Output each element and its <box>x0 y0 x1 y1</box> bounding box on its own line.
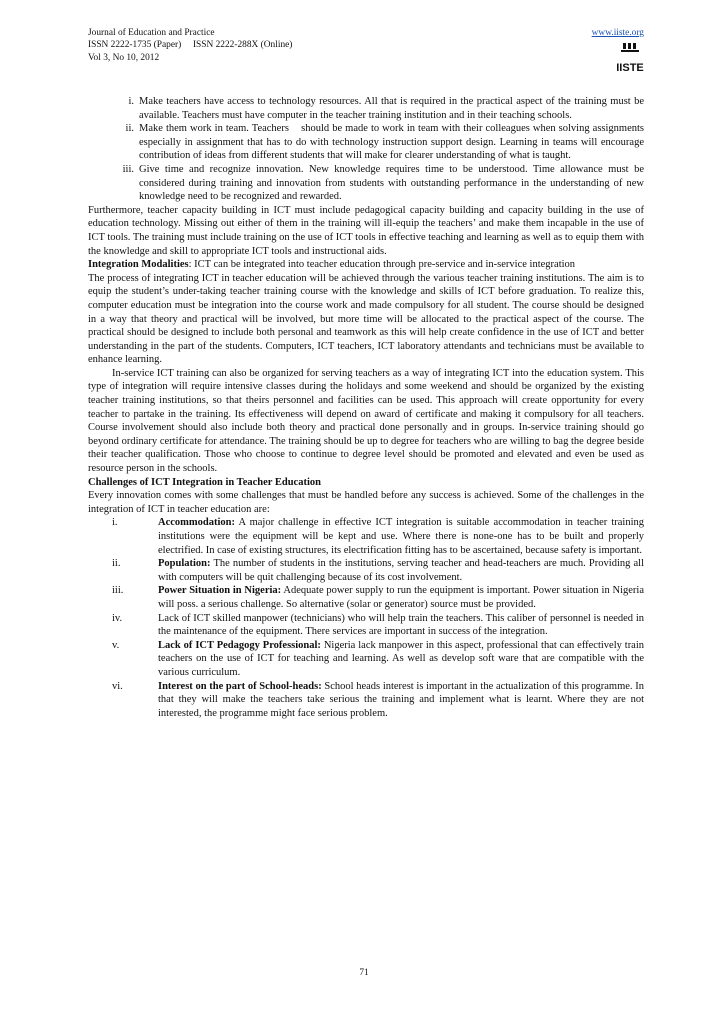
section-heading-challenges: Challenges of ICT Integration in Teacher Education <box>88 476 321 488</box>
journal-volume: Vol 3, No 10, 2012 <box>88 52 160 63</box>
challenge-item <box>88 612 644 639</box>
challenge-item <box>88 516 644 557</box>
challenge-text: A major challenge in effective ICT integration is suitable accommodation in teacher training institutions were the equipment will be kept and use. Where there is none-one has to be built and properly electrified. In case of existing structures, its electrification fitting has to be ascertained, because safety is important. <box>158 517 644 556</box>
challenge-item <box>88 680 644 721</box>
item-number: iv. <box>112 612 123 624</box>
item-number: vi. <box>112 680 123 692</box>
item-number: i. <box>128 96 134 107</box>
item-number: iii. <box>122 163 134 175</box>
challenge-text: Adequate power supply to run the equipment is important. Power situation in Nigeria will poss. a serious challenge. So alternative (solar or generator) source must be provided. <box>158 585 645 610</box>
svg-text:IISTE: IISTE <box>616 62 644 74</box>
challenge-label: Population: <box>158 558 211 570</box>
item-text: Make teachers have access to technology resources. All that is required in the practical aspect of the training must be available. Teachers must have computer in the teacher training institution and in their teaching schools. <box>139 96 644 121</box>
item-number: ii. <box>112 558 121 570</box>
journal-issn: ISSN 2222-1735 (Paper) ISSN 2222-288X (Online) <box>88 40 293 51</box>
journal-website-link[interactable]: www.iiste.org <box>591 28 644 38</box>
page-number: 71 <box>359 968 369 978</box>
challenge-text: The number of students in the institutions, serving teacher and head-teachers are much. Providing all with computers will be quit challenging because of its cost involvement. <box>158 558 644 583</box>
challenge-item <box>88 639 644 680</box>
challenge-label: Interest on the part of School-heads: <box>158 680 322 692</box>
challenges-list <box>88 516 644 720</box>
recommendation-item <box>88 95 644 122</box>
journal-title: Journal of Education and Practice <box>88 28 215 38</box>
paragraph-integration-modalities <box>88 258 644 272</box>
item-text: Make them work in team. Teachers should be made to work in team with their colleagues when solving assignments especially in assignment that has to do with technology instruction support design. Learning in teams will encourage contribution of ideas from different students that will make for clearer understanding of what is taught. <box>139 123 647 162</box>
recommendation-list <box>88 95 647 204</box>
item-text: Give time and recognize innovation. New knowledge requires time to be understood. Time allowance must be considered during training and innovation from students with outstanding performance in the understanding of new knowledge need to be recognized and rewarded. <box>139 163 644 203</box>
item-number: i. <box>112 517 118 529</box>
challenge-text: Lack of ICT skilled manpower (technicians) who will help train the teachers. This caliber of personnel is needed in the maintenance of the equipment. There services are important in success of the integration. <box>158 612 644 638</box>
challenge-label: Lack of ICT Pedagogy Professional: <box>158 639 321 651</box>
challenge-item <box>88 584 644 611</box>
paragraph-inservice: In-service ICT training can also be organized for serving teachers as a way of integrating ICT into the education system. This type of integration will require intensive classes during the holidays and some weekend and should be organized by the existing teacher training institutions, so that theirs personnel and facilities can be used. This approach will create opportunity for every teacher to partake in the training. Its effectiveness will depend on award of certificate and making it compulsory for all teachers. Course involvement should also include both theory and practical done personally and in groups. In-service training should go beyond ordinary certificate for attendance. The training should be up to degree for teachers who are willing to bag the degree beside their teacher qualification. Those who choose to continue to degree level should be promoted and elevated and even be used as resource person in the schools. <box>88 367 644 475</box>
paragraph-process: The process of integrating ICT in teacher education will be achieved through the various teacher training institutions. The aim is to equip the student’s under-taking teacher training course with the knowledge and skills of ICT before graduation. To realize this, computer education must be integration into the course work and made compulsory for all student. The course should be designed in a way that theory and practical will be involved, but more time will be allocated to the practical aspect of the course. The practical should be designed to include both personal and teamwork as this will help create confidence in the use of ICT and better understanding in the part of the students. Computers, ICT teachers, ICT laboratory attendants and technicians must be available to enhance learning. <box>88 272 644 366</box>
item-number: v. <box>112 639 120 651</box>
paragraph-challenges-intro: Every innovation comes with some challenges that must be handled before any success is achieved. Some of the challenges in the integration of ICT in teacher education are: <box>88 490 644 515</box>
recommendation-item <box>88 122 647 163</box>
challenge-text: School heads interest is important in the actualization of this programme. In that they will make the teachers take serious the training and implement what is learnt. Where they are not interested, the programme might face serious problem. <box>158 680 644 719</box>
challenge-label: Power Situation in Nigeria: <box>158 585 282 597</box>
integration-label: Integration Modalities <box>88 259 189 271</box>
page-header <box>88 27 644 82</box>
integration-text: : ICT can be integrated into teacher education through pre-service and in-service integration <box>188 259 576 271</box>
iiste-logo <box>618 41 642 79</box>
article-body <box>88 95 647 720</box>
challenge-label: Accommodation: <box>158 517 235 529</box>
item-number: ii. <box>125 123 134 135</box>
challenge-text: Nigeria lack manpower in this aspect, professional that can effectively train teachers on the use of ICT for teaching and learning. As well as develop soft ware that are compatible with the various curriculum. <box>158 639 645 678</box>
journal-info <box>88 27 292 64</box>
recommendation-item <box>88 163 644 204</box>
challenge-item <box>88 557 644 584</box>
item-number: iii. <box>112 585 124 597</box>
paragraph-furthermore: Furthermore, teacher capacity building in ICT must include pedagogical capacity building and capacity building in the use of education technology. Missing out either of them in the training will ill-equip the teachers’ and make them incapable in the use of ICT tools. The training must include training on the use of ICT tools in effective teaching and learning as well as to equip them with the knowledge and skill to appropriate ICT tools and instructional aids. <box>88 204 644 257</box>
